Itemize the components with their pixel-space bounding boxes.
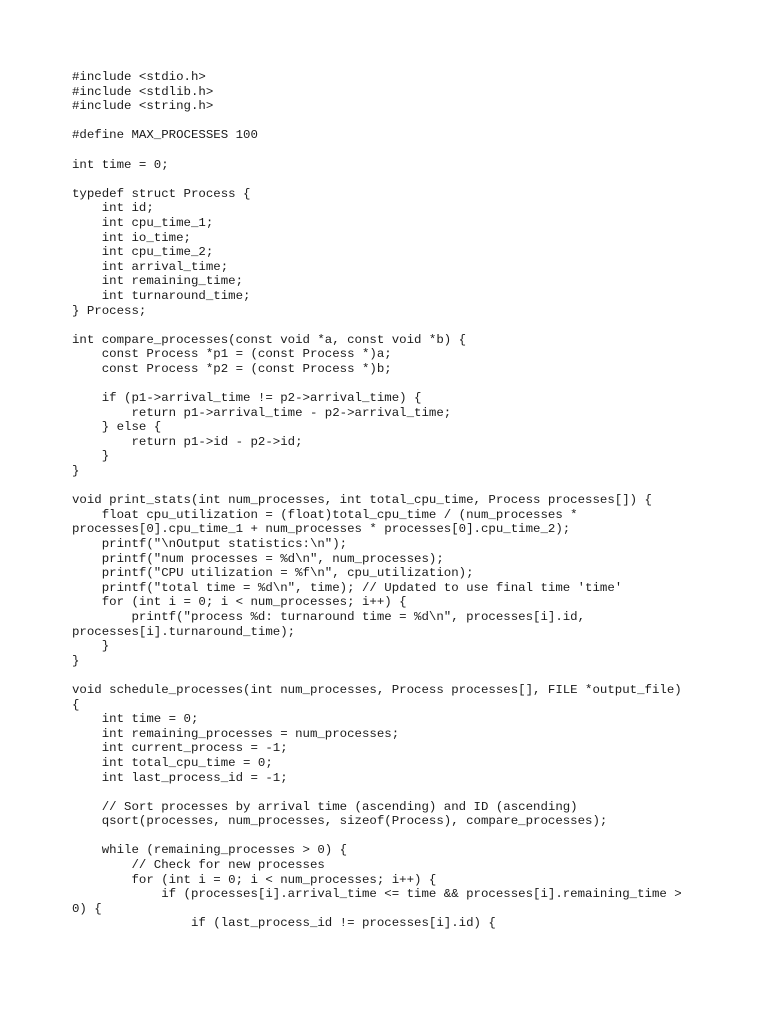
- code-line: return p1->id - p2->id;: [72, 434, 303, 449]
- code-line: void print_stats(int num_processes, int total_cpu_time, Process processes[]) {: [72, 493, 652, 508]
- code-line: const Process *p2 = (const Process *)b;: [72, 361, 392, 376]
- code-line: printf("process %d: turnaround time = %d\n", processes[i].id,: [72, 609, 586, 624]
- code-line: int io_time;: [72, 230, 191, 245]
- code-line: int id;: [72, 201, 154, 216]
- code-line: #include <stdlib.h>: [72, 84, 214, 99]
- code-line: // Sort processes by arrival time (ascending) and ID (ascending): [72, 799, 578, 814]
- code-line: int remaining_processes = num_processes;: [72, 726, 400, 741]
- code-line: int time = 0;: [72, 157, 169, 172]
- code-line: void schedule_processes(int num_processes, Process processes[], FILE *output_file): [72, 682, 682, 697]
- code-line: printf("num processes = %d\n", num_processes);: [72, 551, 444, 566]
- code-line: int turnaround_time;: [72, 288, 251, 303]
- code-line: if (p1->arrival_time != p2->arrival_time) {: [72, 391, 422, 406]
- blank-line: [72, 114, 712, 129]
- code-line: int cpu_time_1;: [72, 215, 214, 230]
- code-line: typedef struct Process {: [72, 186, 251, 201]
- blank-line: [72, 785, 712, 800]
- code-line: int arrival_time;: [72, 259, 229, 274]
- code-line: // Check for new processes: [72, 858, 325, 873]
- code-line: const Process *p1 = (const Process *)a;: [72, 347, 392, 362]
- code-line: int time = 0;: [72, 712, 199, 727]
- blank-line: [72, 668, 712, 683]
- code-line: printf("\nOutput statistics:\n");: [72, 537, 348, 551]
- blank-line: [72, 376, 712, 391]
- blank-line: [72, 318, 712, 333]
- blank-line: [72, 479, 712, 494]
- code-line: #define MAX_PROCESSES 100: [72, 128, 258, 143]
- code-line: if (processes[i].arrival_time <= time && processes[i].remaining_time >: [72, 887, 682, 902]
- code-line: {: [72, 697, 80, 712]
- code-line: int cpu_time_2;: [72, 245, 214, 260]
- code-line: #include <string.h>: [72, 99, 214, 114]
- code-line: qsort(processes, num_processes, sizeof(Process), compare_processes);: [72, 814, 608, 829]
- code-line: }: [72, 449, 110, 464]
- code-line: if (last_process_id != processes[i].id) {: [72, 916, 496, 931]
- code-line: float cpu_utilization = (float)total_cpu_time / (num_processes *: [72, 507, 578, 522]
- code-line: printf("total time = %d\n", time); // Updated to use final time 'time': [72, 580, 623, 595]
- code-line: 0) {: [72, 901, 102, 916]
- code-line: int compare_processes(const void *a, const void *b) {: [72, 332, 467, 347]
- code-line: } else {: [72, 420, 162, 435]
- code-line: #include <stdio.h>: [72, 70, 206, 84]
- code-line: int remaining_time;: [72, 274, 244, 289]
- code-line: int last_process_id = -1;: [72, 770, 288, 785]
- code-line: for (int i = 0; i < num_processes; i++) {: [72, 595, 407, 610]
- code-line: }: [72, 639, 110, 654]
- code-line: int total_cpu_time = 0;: [72, 755, 273, 770]
- code-line: return p1->arrival_time - p2->arrival_time;: [72, 405, 452, 420]
- code-line: }: [72, 464, 80, 479]
- blank-line: [72, 829, 712, 844]
- code-line: } Process;: [72, 303, 147, 318]
- blank-line: [72, 143, 712, 158]
- code-line: int current_process = -1;: [72, 741, 288, 756]
- code-line: while (remaining_processes > 0) {: [72, 843, 348, 858]
- code-block: [72, 70, 712, 931]
- code-line: }: [72, 653, 80, 668]
- code-line: printf("CPU utilization = %f\n", cpu_utilization);: [72, 566, 474, 581]
- code-line: processes[i].turnaround_time);: [72, 624, 296, 639]
- code-line: processes[0].cpu_time_1 + num_processes * processes[0].cpu_time_2);: [72, 522, 571, 537]
- code-line: for (int i = 0; i < num_processes; i++) {: [72, 872, 437, 887]
- blank-line: [72, 172, 712, 187]
